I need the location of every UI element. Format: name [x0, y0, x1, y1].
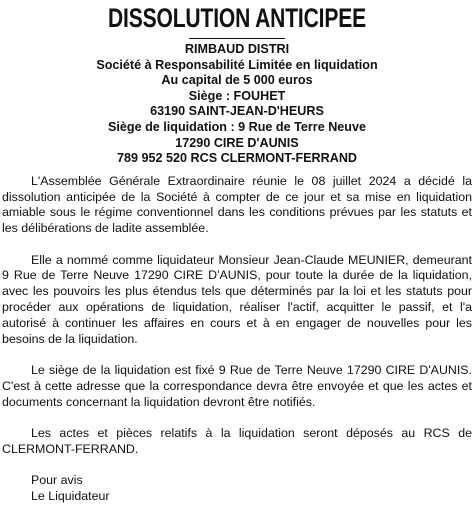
company-seat-city: 63190 SAINT-JEAN-D'HEURS [150, 104, 324, 119]
paragraph-filing: Les actes et pièces relatifs à la liquidation seront déposés au RCS de CLERMONT-FERRAND. [2, 425, 472, 456]
liquidation-seat: Siège de liquidation : 9 Rue de Terre Neuve [108, 119, 366, 134]
company-legal-form: Société à Responsabilité Limitée en liquidation [96, 57, 378, 72]
company-registration: 789 952 520 RCS CLERMONT-FERRAND [116, 151, 358, 166]
title-divider [189, 38, 285, 39]
closing-signature [2, 473, 472, 505]
company-header [2, 42, 472, 167]
paragraph-dissolution: L'Assemblée Générale Extraordinaire réunie le 08 juillet 2024 a décidé la dissolution anticipée de la Société à compter de ce jour et sa mise en liquidation amiable sous le régime conventionnel dans les conditions prévues par les statuts et les délibérations de ladite assemblée. [2, 173, 472, 236]
company-capital: Au capital de 5 000 euros [161, 73, 313, 88]
company-seat: Siège : FOUHET [188, 88, 286, 103]
closing-signatory: Le Liquidateur [31, 488, 110, 503]
paragraph-liquidation-seat: Le siège de la liquidation est fixé 9 Rue de Terre Neuve 17290 CIRE D'AUNIS. C'est à cette adresse que la correspondance devra être envoyée et que les actes et documents concernant la liquidation devront être notifiés. [2, 362, 472, 409]
liquidation-city: 17290 CIRE D'AUNIS [175, 135, 299, 150]
paragraph-liquidator: Elle a nommé comme liquidateur Monsieur Jean-Claude MEUNIER, demeurant 9 Rue de Terre Neuve 17290 CIRE D'AUNIS, pour toute la durée de la liquidation, avec les pouvoirs les plus étendus tels que déterminés par la loi et les statuts pour procéder aux opérations de liquidation, réaliser l'actif, acquitter le passif, et l'a autorisé à continuer les affaires en cours et à en engager de nouvelles pour les besoins de la liquidation. [2, 252, 472, 346]
company-name: RIMBAUD DISTRI [184, 42, 290, 56]
notice-body [2, 174, 472, 458]
closing-pour-avis: Pour avis [31, 473, 83, 488]
notice-title: DISSOLUTION ANTICIPEE [107, 3, 367, 33]
